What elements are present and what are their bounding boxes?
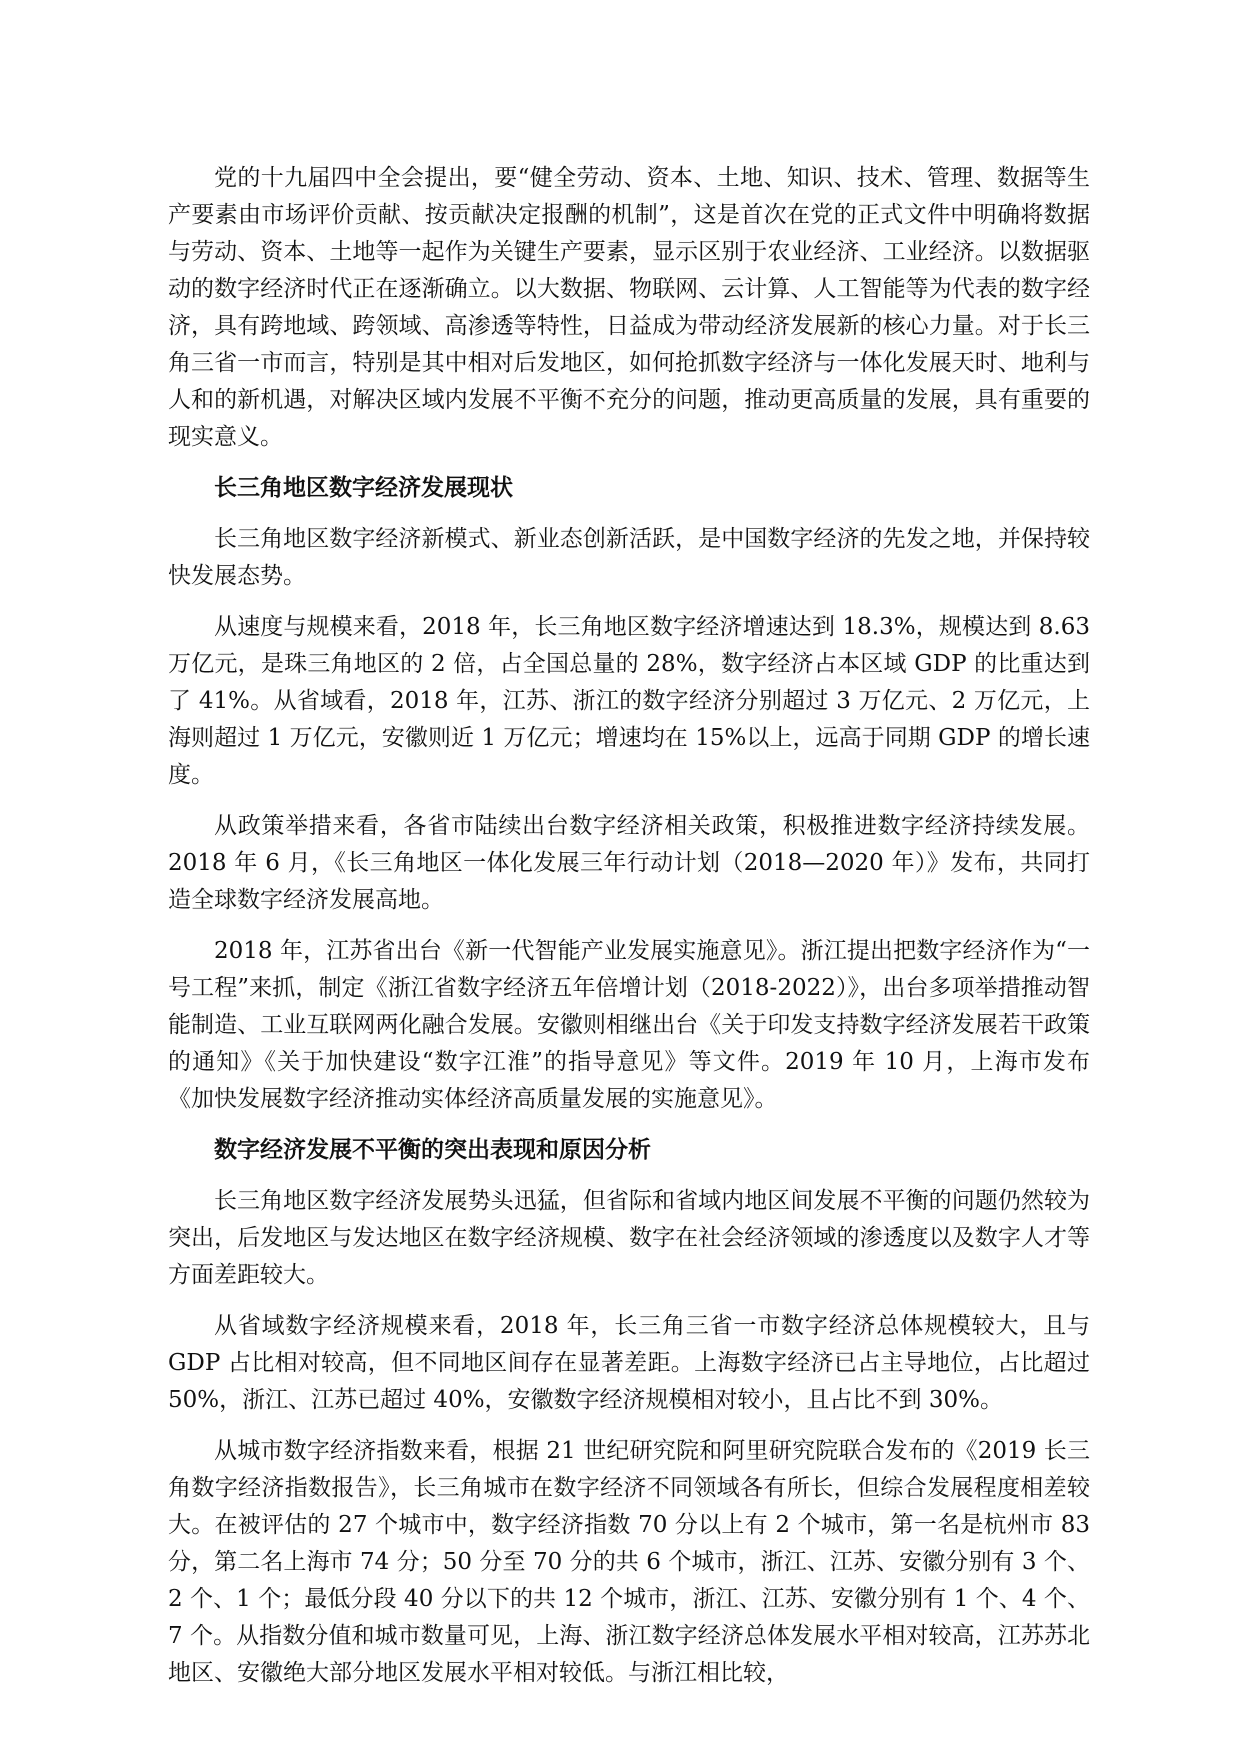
- paragraph-provincial-policies: 2018 年，江苏省出台《新一代智能产业发展实施意见》。浙江提出把数字经济作为“一号工程”来抓，制定《浙江省数字经济五年倍增计划（2018-2022）》，出台多项举措推动智能制造、工业互联网两化融合发展。安徽则相继出台《关于印发支持数字经济发展若干政策的通知》《关于加快建设“数字江淮”的指导意见》等文件。2019 年 10 月，上海市发布《加快发展数字经济推动实体经济高质量发展的实施意见》。: [168, 938, 1090, 1112]
- paragraph-status-overview: 长三角地区数字经济新模式、新业态创新活跃，是中国数字经济的先发之地，并保持较快发展态势。: [168, 526, 1090, 589]
- paragraph-city-index: 从城市数字经济指数来看，根据 21 世纪研究院和阿里研究院联合发布的《2019 长三角数字经济指数报告》，长三角城市在数字经济不同领域各有所长，但综合发展程度相差较大。在被评估的 27 个城市中，数字经济指数 70 分以上有 2 个城市，第一名是杭州市 83 分，第二名上海市 74 分；50 分至 70 分的共 6 个城市，浙江、江苏、安徽分别有 3 个、2 个、1 个；最低分段 40 分以下的共 12 个城市，浙江、江苏、安徽分别有 1 个、4 个、7 个。从指数分值和城市数量可见，上海、浙江数字经济总体发展水平相对较高，江苏苏北地区、安徽绝大部分地区发展水平相对较低。与浙江相比较，: [168, 1438, 1090, 1686]
- paragraph-intro: 党的十九届四中全会提出，要“健全劳动、资本、土地、知识、技术、管理、数据等生产要素由市场评价贡献、按贡献决定报酬的机制”，这是首次在党的正式文件中明确将数据与劳动、资本、土地等一起作为关键生产要素，显示区别于农业经济、工业经济。以数据驱动的数字经济时代正在逐渐确立。以大数据、物联网、云计算、人工智能等为代表的数字经济，具有跨地域、跨领域、高渗透等特性，日益成为带动经济发展新的核心力量。对于长三角三省一市而言，特别是其中相对后发地区，如何抢抓数字经济与一体化发展天时、地利与人和的新机遇，对解决区域内发展不平衡不充分的问题，推动更高质量的发展，具有重要的现实意义。: [168, 165, 1090, 450]
- section-heading-imbalance: 数字经济发展不平衡的突出表现和原因分析: [214, 1137, 651, 1163]
- paragraph-provincial-scale: 从省域数字经济规模来看，2018 年，长三角三省一市数字经济总体规模较大，且与 GDP 占比相对较高，但不同地区间存在显著差距。上海数字经济已占主导地位，占比超过 50%，浙江、江苏已超过 40%，安徽数字经济规模相对较小，且占比不到 30%。: [168, 1313, 1090, 1413]
- paragraph-speed-scale: 从速度与规模来看，2018 年，长三角地区数字经济增速达到 18.3%，规模达到 8.63 万亿元，是珠三角地区的 2 倍，占全国总量的 28%，数字经济占本区域 GDP 的比重达到了 41%。从省域看，2018 年，江苏、浙江的数字经济分别超过 3 万亿元、2 万亿元，上海则超过 1 万亿元，安徽则近 1 万亿元；增速均在 15%以上，远高于同期 GDP 的增长速度。: [168, 614, 1090, 788]
- section-heading-status: 长三角地区数字经济发展现状: [214, 475, 513, 501]
- article-body: [168, 160, 1090, 1706]
- paragraph-policy: 从政策举措来看，各省市陆续出台数字经济相关政策，积极推进数字经济持续发展。2018 年 6 月，《长三角地区一体化发展三年行动计划（2018—2020 年）》发布，共同打造全球数字经济发展高地。: [168, 813, 1090, 913]
- paragraph-imbalance-overview: 长三角地区数字经济发展势头迅猛，但省际和省域内地区间发展不平衡的问题仍然较为突出，后发地区与发达地区在数字经济规模、数字在社会经济领域的渗透度以及数字人才等方面差距较大。: [168, 1188, 1090, 1288]
